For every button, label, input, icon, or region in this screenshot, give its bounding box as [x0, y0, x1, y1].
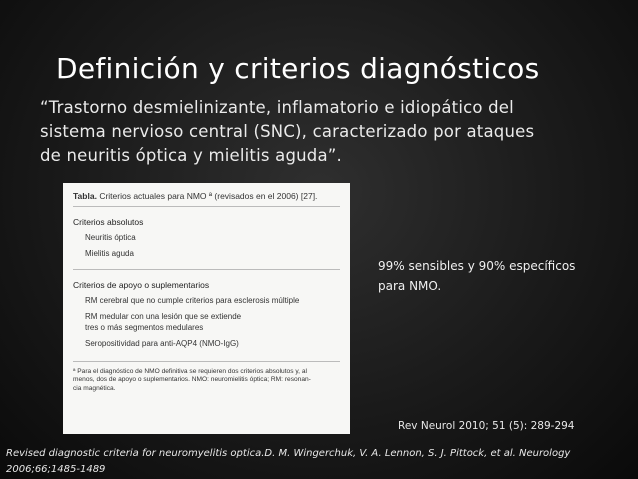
slide-title: Definición y criterios diagnósticos [56, 52, 540, 85]
table-caption [73, 191, 340, 207]
absolute-criterion: Mielitis aguda [85, 249, 134, 258]
support-criterion: RM medular con una lesión que se extiende [85, 312, 242, 321]
journal-reference: Rev Neurol 2010; 51 (5): 289-294 [398, 420, 575, 432]
table-divider [73, 269, 340, 270]
quote-line: “Trastorno desmielinizante, inflamatorio e idiopático del [40, 98, 514, 117]
support-criterion-continued: tres o más segmentos medulares [85, 323, 204, 332]
footnote-line: menos, dos de apoyo o suplementarios. NMO: neuromielitis óptica; RM: resonan- [73, 376, 311, 384]
table-footnote [73, 361, 340, 393]
support-criteria-header: Criterios de apoyo o suplementarios [73, 280, 210, 290]
citation-line: Revised diagnostic criteria for neuromyelitis optica.D. M. Wingerchuk, V. A. Lennon, S. J. Pittock, et al. Neurology [6, 448, 571, 459]
absolute-criteria-header: Criterios absolutos [73, 217, 144, 227]
citation [6, 446, 626, 478]
support-criterion: RM cerebral que no cumple criterios para esclerosis múltiple [85, 296, 300, 305]
table-caption-text: Criterios actuales para NMO ª (revisados en el 2006) [27]. [99, 191, 318, 201]
sensitivity-line: 99% sensibles y 90% específicos [378, 259, 576, 273]
sensitivity-note [378, 256, 608, 296]
absolute-criterion: Neuritis óptica [85, 233, 136, 242]
citation-line: 2006;66;1485-1489 [6, 464, 106, 475]
sensitivity-line: para NMO. [378, 279, 442, 293]
footnote-line: ª Para el diagnóstico de NMO definitiva se requieren dos criterios absolutos y, al [73, 368, 307, 375]
criteria-table-image [63, 183, 350, 434]
table-caption-label: Tabla. [73, 191, 97, 201]
quote-line: sistema nervioso central (SNC), caracterizado por ataques [40, 122, 535, 141]
quote-line: de neuritis óptica y mielitis aguda”. [40, 146, 342, 165]
footnote-line: cia magnética. [73, 384, 116, 392]
definition-quote [40, 96, 600, 168]
support-criterion: Seropositividad para anti-AQP4 (NMO-IgG) [85, 339, 239, 348]
